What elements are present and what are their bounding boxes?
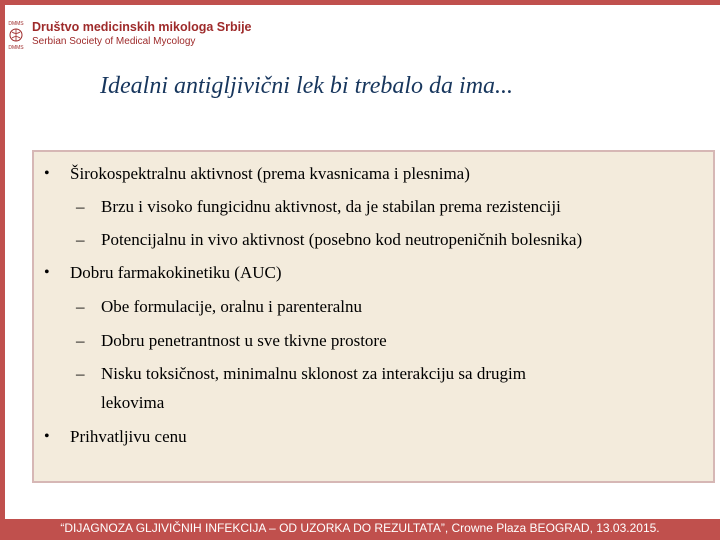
dash-marker: – bbox=[76, 297, 85, 316]
sub-list-item: Obe formulacije, oralnu i parenteralnu bbox=[101, 297, 363, 316]
list-item: Dobru farmakokinetiku (AUC) bbox=[70, 263, 282, 282]
dash-marker: – bbox=[76, 331, 85, 350]
dash-marker: – bbox=[76, 364, 85, 383]
list-item: Prihvatljivu cenu bbox=[70, 427, 187, 446]
organization-name: Društvo medicinskih mikologa Srbije bbox=[32, 20, 252, 34]
slide-title: Idealni antigljivični lek bi trebalo da ima... bbox=[100, 73, 514, 99]
top-accent-bar bbox=[0, 0, 720, 5]
sub-list-item: Brzu i visoko fungicidnu aktivnost, da je stabilan prema rezistenciji bbox=[101, 197, 561, 216]
bullet-marker: • bbox=[44, 428, 50, 445]
sub-list-item: lekovima bbox=[101, 393, 165, 412]
sub-list-item: Dobru penetrantnost u sve tkivne prostore bbox=[101, 331, 387, 350]
society-logo bbox=[5, 18, 27, 52]
logo-text-top: DMMS bbox=[8, 21, 24, 27]
sub-list-item: Nisku toksičnost, minimalnu sklonost za interakciju sa drugim bbox=[101, 364, 526, 383]
sub-list-item: Potencijalnu in vivo aktivnost (posebno kod neutropeničnih bolesnika) bbox=[101, 230, 583, 249]
footer-text: “DIJAGNOZA GLJIVIČNIH INFEKCIJA – OD UZORKA DO REZULTATA”, Crowne Plaza BEOGRAD, 13.03.2015. bbox=[60, 521, 660, 535]
logo-text-bottom: DMMS bbox=[8, 45, 24, 51]
dash-marker: – bbox=[76, 197, 85, 216]
dash-marker: – bbox=[76, 230, 85, 249]
bullet-marker: • bbox=[44, 165, 50, 182]
left-accent-rail bbox=[0, 0, 5, 540]
bullet-marker: • bbox=[44, 264, 50, 281]
list-item: Širokospektralnu aktivnost (prema kvasnicama i plesnima) bbox=[70, 164, 470, 183]
organization-header bbox=[32, 20, 252, 48]
organization-subtitle: Serbian Society of Medical Mycology bbox=[32, 35, 196, 47]
